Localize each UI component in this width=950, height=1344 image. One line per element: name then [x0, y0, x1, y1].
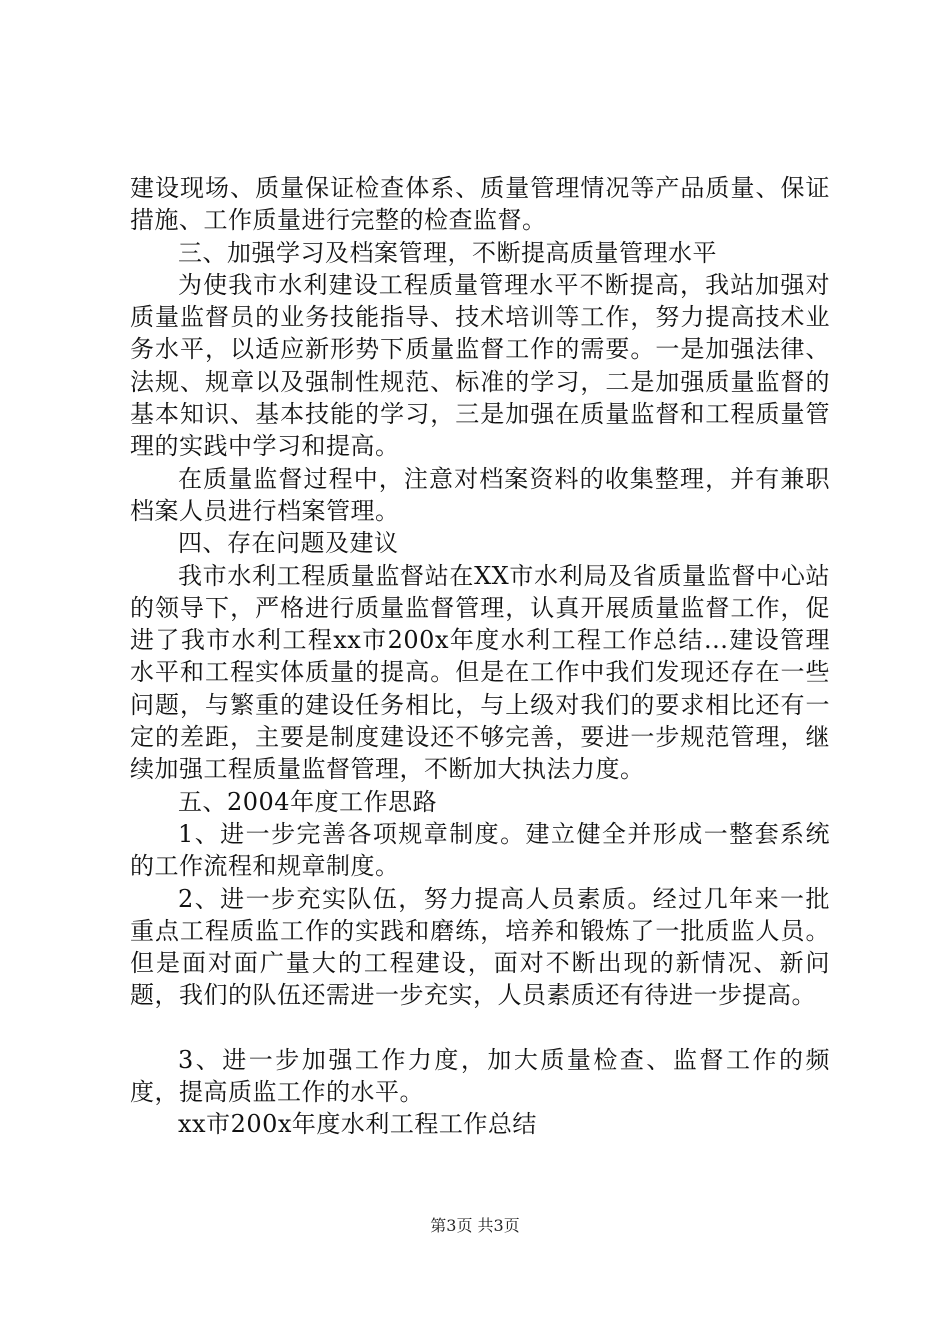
section-heading-4: 四、存在问题及建议: [178, 529, 399, 558]
paragraph-3: 在质量监督过程中，注意对档案资料的收集整理，并有兼职档案人员进行档案管理。: [130, 464, 830, 525]
list-item-3: 3、进一步加强工作力度，加大质量检查、监督工作的频度，提高质监工作的水平。: [130, 1045, 830, 1107]
paragraph-1: 建设现场、质量保证检查体系、质量管理情况等产品质量、保证措施、工作质量进行完整的检查监督。: [130, 174, 830, 235]
list-item-2: 2、进一步充实队伍，努力提高人员素质。经过几年来一批重点工程质监工作的实践和磨练，培养和锻炼了一批质监人员。但是面对面广量大的工程建设，面对不断出现的新情况、新问题，我们的队伍还需进一步充实，人员素质还有待进一步提高。: [130, 884, 830, 1010]
section-heading-3: 三、加强学习及档案管理，不断提高质量管理水平: [178, 238, 717, 267]
document-body: [130, 172, 830, 1141]
paragraph-2: 为使我市水利建设工程质量管理水平不断提高，我站加强对质量监督员的业务技能指导、技术培训等工作，努力提高技术业务水平，以适应新形势下质量监督工作的需要。一是加强法律、法规、规章以及强制性规范、标准的学习，二是加强质量监督的基本知识、基本技能的学习，三是加强在质量监督和工程质量管理的实践中学习和提高。: [130, 270, 830, 461]
section-heading-5: 五、2004年度工作思路: [178, 787, 438, 816]
paragraph-spacer: [130, 1012, 830, 1044]
list-item-1: 1、进一步完善各项规章制度。建立健全并形成一整套系统的工作流程和规章制度。: [130, 819, 830, 881]
paragraph-4: 我市水利工程质量监督站在XX市水利局及省质量监督中心站的领导下，严格进行质量监督管理，认真开展质量监督工作，促进了我市水利工程xx市200x年度水利工程工作总结...建设管理水平和工程实体质量的提高。但是在工作中我们发现还存在一些问题，与繁重的建设任务相比，与上级对我们的要求相比还有一定的差距，主要是制度建设还不够完善，要进一步规范管理，继续加强工程质量监督管理，不断加大执法力度。: [130, 561, 830, 784]
page-footer: 第3页 共3页: [430, 1216, 520, 1235]
document-title-line: xx市200x年度水利工程工作总结: [178, 1110, 537, 1139]
